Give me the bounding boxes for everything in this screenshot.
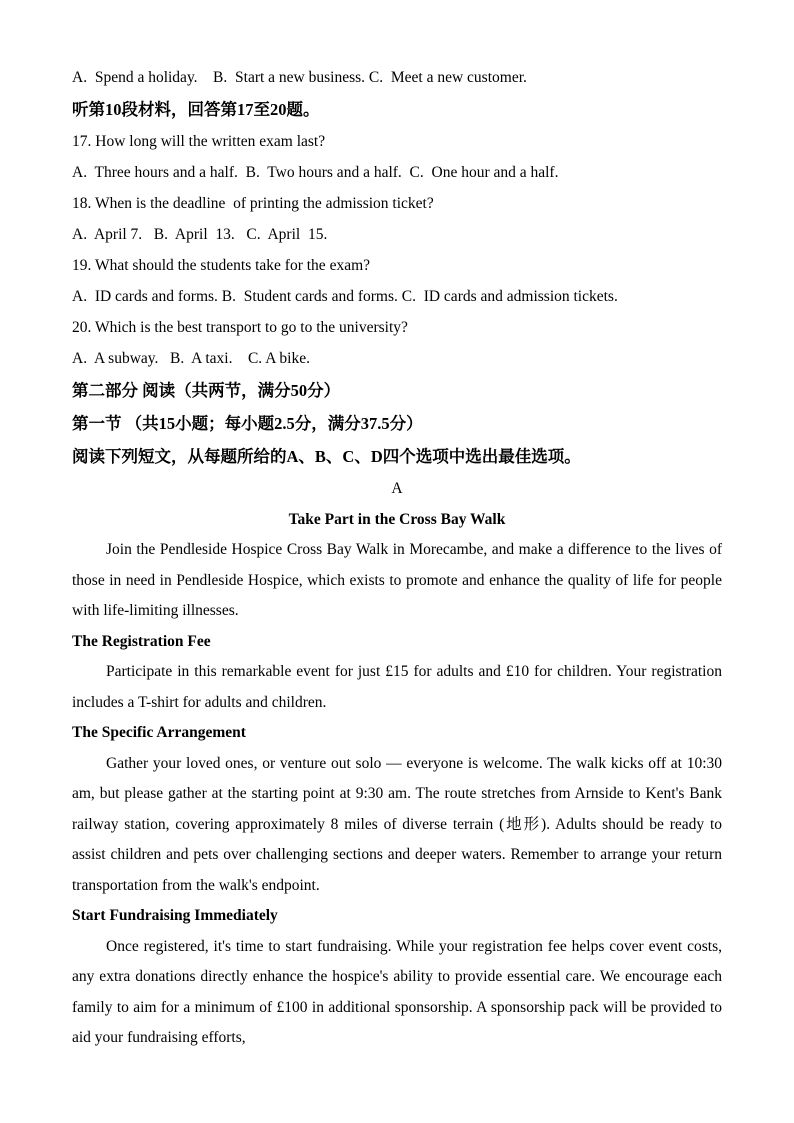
passage-title: Take Part in the Cross Bay Walk [288, 511, 506, 528]
q16-options-line: A. Spend a holiday. B. Start a new business. C. Meet a new customer. [72, 69, 527, 86]
paragraph-heading-specific-arrangement: The Specific Arrangement [72, 724, 246, 741]
question-17-options: A. Three hours and a half. B. Two hours and a half. C. One hour and a half. [72, 164, 559, 181]
reading-section-heading: 第一节 （共15小题；每小题2.5分，满分37.5分） [72, 414, 423, 433]
listening-material-heading: 听第10段材料，回答第17至20题。 [72, 100, 320, 119]
paragraph-heading-start-fundraising: Start Fundraising Immediately [72, 907, 278, 924]
passage-label: A [391, 480, 403, 497]
reading-part-heading: 第二部分 阅读（共两节，满分50分） [72, 381, 341, 400]
paragraph-registration-fee: Participate in this remarkable event for just £15 for adults and £10 for children. Your registration includes a T-shirt for adults and children. [72, 663, 722, 711]
question-17: 17. How long will the written exam last? [72, 133, 326, 150]
question-20: 20. Which is the best transport to go to the university? [72, 319, 408, 336]
passage-intro-paragraph: Join the Pendleside Hospice Cross Bay Walk in Morecambe, and make a difference to the lives of those in need in Pendleside Hospice, which exists to promote and enhance the quality of life for people with life-limiting illnesses. [72, 541, 722, 619]
question-18: 18. When is the deadline of printing the admission ticket? [72, 195, 434, 212]
paragraph-heading-registration-fee: The Registration Fee [72, 632, 211, 650]
paragraph-specific-arrangement: Gather your loved ones, or venture out solo — everyone is welcome. The walk kicks off at 10:30 am, but please gather at the starting point at 9:30 am. The route stretches from Arnside to Kent's Bank railway station, covering approximately 8 miles of diverse terrain (地形). Adults should be ready to assist children and pets over challenging sections and deeper waters. Remember to arrange your return transportation from the walk's endpoint. [72, 754, 722, 894]
reading-instructions: 阅读下列短文，从每题所给的A、B、C、D四个选项中选出最佳选项。 [72, 447, 581, 466]
paragraph-start-fundraising: Once registered, it's time to start fundraising. While your registration fee helps cover event costs, any extra donations directly enhance the hospice's ability to provide essential care. We encourage each family to aim for a minimum of £100 in additional sponsorship. A sponsorship pack will be provided to aid your fundraising efforts, [72, 937, 722, 1046]
question-18-options: A. April 7. B. April 13. C. April 15. [72, 226, 328, 243]
question-19-options: A. ID cards and forms. B. Student cards and forms. C. ID cards and admission tickets. [72, 288, 618, 305]
question-20-options: A. A subway. B. A taxi. C. A bike. [72, 350, 310, 367]
question-19: 19. What should the students take for the exam? [72, 257, 371, 274]
